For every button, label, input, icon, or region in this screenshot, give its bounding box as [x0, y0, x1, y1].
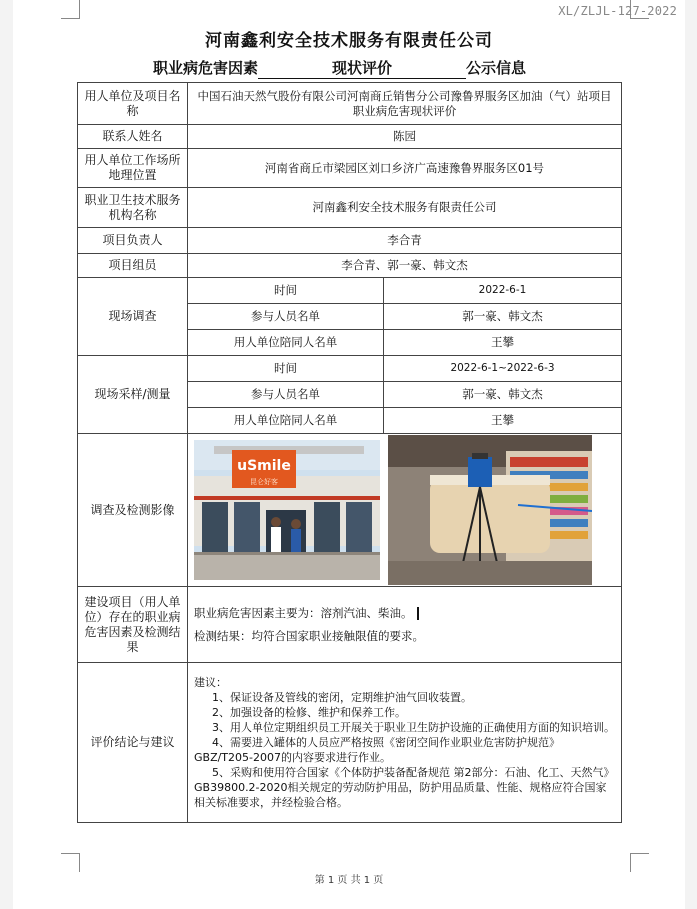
location-value: 河南省商丘市梁园区刘口乡济广高速豫鲁界服务区01号: [188, 149, 622, 188]
employer-label: 用人单位及项目名称: [78, 83, 188, 125]
table-row: [78, 663, 622, 823]
conclusion-intro: 建议：: [194, 676, 227, 689]
leader-value: 李合青: [188, 228, 622, 254]
hazards-cell: [188, 587, 622, 663]
sampling-escort-value: 王攀: [384, 408, 622, 434]
subtitle-part2: 现状评价: [258, 57, 466, 79]
info-table: [77, 82, 622, 823]
survey-participants-value: 郭一豪、韩文杰: [384, 304, 622, 330]
sampling-time-value: 2022-6-1~2022-6-3: [384, 356, 622, 382]
sampler-device: [468, 457, 492, 487]
page-footer: 第 1 页 共 1 页: [314, 875, 384, 886]
survey-time-value: 2022-6-1: [384, 278, 622, 304]
members-value: 李合青、郭一豪、韩文杰: [188, 254, 622, 278]
suggestion-item: 5、采购和使用符合国家《个体防护装备配备规范 第2部分：石油、化工、天然气》GB39800.2-2020相关规定的劳动防护用品，防护用品质量、性能、规格应符合国家相关标准要求，并经检验合格。: [194, 766, 615, 809]
table-row: [78, 125, 622, 149]
location-label: 用人单位工作场所地理位置: [78, 149, 188, 188]
hazards-result: 检测结果：均符合国家职业接触限值的要求。: [194, 628, 424, 643]
table-row: [78, 587, 622, 663]
table-row: [78, 356, 622, 382]
sampling-participants-value: 郭一豪、韩文杰: [384, 382, 622, 408]
table-row: [78, 228, 622, 254]
contact-value: 陈园: [188, 125, 622, 149]
suggestion-item: 2、加强设备的检修、维护和保养工作。: [212, 706, 406, 719]
sampling-time-label: 时间: [188, 356, 384, 382]
survey-label: 现场调查: [78, 278, 188, 356]
table-row: [78, 434, 622, 587]
document-code: XL/ZLJL-127-2022: [558, 4, 677, 18]
survey-escort-value: 王攀: [384, 330, 622, 356]
crop-mark-bottom-right: [630, 853, 649, 872]
suggestion-item: 3、用人单位定期组织员工开展关于职业卫生防护设施的正确使用方面的知识培训。: [212, 721, 615, 734]
leader-label: 项目负责人: [78, 228, 188, 254]
table-row: [78, 149, 622, 188]
conclusion-label: 评价结论与建议: [78, 663, 188, 823]
table-row: [78, 278, 622, 304]
document-subtitle: [153, 57, 526, 79]
agency-label: 职业卫生技术服务机构名称: [78, 188, 188, 228]
employer-value: 中国石油天然气股份有限公司河南商丘销售分公司豫鲁界服务区加油（气）站项目职业病危害现状评价: [188, 83, 622, 125]
table-row: [78, 83, 622, 125]
subtitle-part3: 公示信息: [466, 59, 527, 77]
survey-time-label: 时间: [188, 278, 384, 304]
members-label: 项目组员: [78, 254, 188, 278]
document-title: 河南鑫利安全技术服务有限责任公司: [205, 31, 493, 51]
suggestion-item: 1、保证设备及管线的密闭，定期维护油气回收装置。: [212, 691, 472, 704]
suggestion-item: 4、需要进入罐体的人员应严格按照《密闭空间作业职业危害防护规范》GBZ/T205-2007的内容要求进行作业。: [194, 736, 560, 764]
agency-value: 河南鑫利安全技术服务有限责任公司: [188, 188, 622, 228]
conclusion-cell: [188, 663, 622, 823]
station-sign-sub: 昆仑好客: [250, 478, 278, 486]
sampling-participants-label: 参与人员名单: [188, 382, 384, 408]
crop-mark-top-right: [630, 0, 649, 19]
sampling-photo: [388, 435, 592, 585]
crop-mark-top-left: [61, 0, 80, 19]
survey-photo: [194, 440, 380, 580]
survey-escort-label: 用人单位陪同人名单: [188, 330, 384, 356]
hazards-label: 建设项目（用人单位）存在的职业病危害因素及检测结果: [78, 587, 188, 663]
document-page: [13, 0, 685, 909]
survey-participants-label: 参与人员名单: [188, 304, 384, 330]
sampling-label: 现场采样/测量: [78, 356, 188, 434]
table-row: [78, 188, 622, 228]
table-row: [78, 254, 622, 278]
images-label: 调查及检测影像: [78, 434, 188, 587]
crop-mark-bottom-left: [61, 853, 80, 872]
contact-label: 联系人姓名: [78, 125, 188, 149]
text-cursor: [417, 607, 419, 620]
sampling-escort-label: 用人单位陪同人名单: [188, 408, 384, 434]
station-sign-text: uSmile: [237, 458, 291, 474]
hazards-factors: 职业病危害因素主要为：溶剂汽油、柴油。: [194, 605, 413, 620]
subtitle-part1: 职业病危害因素: [153, 59, 259, 77]
images-cell: [188, 434, 622, 587]
